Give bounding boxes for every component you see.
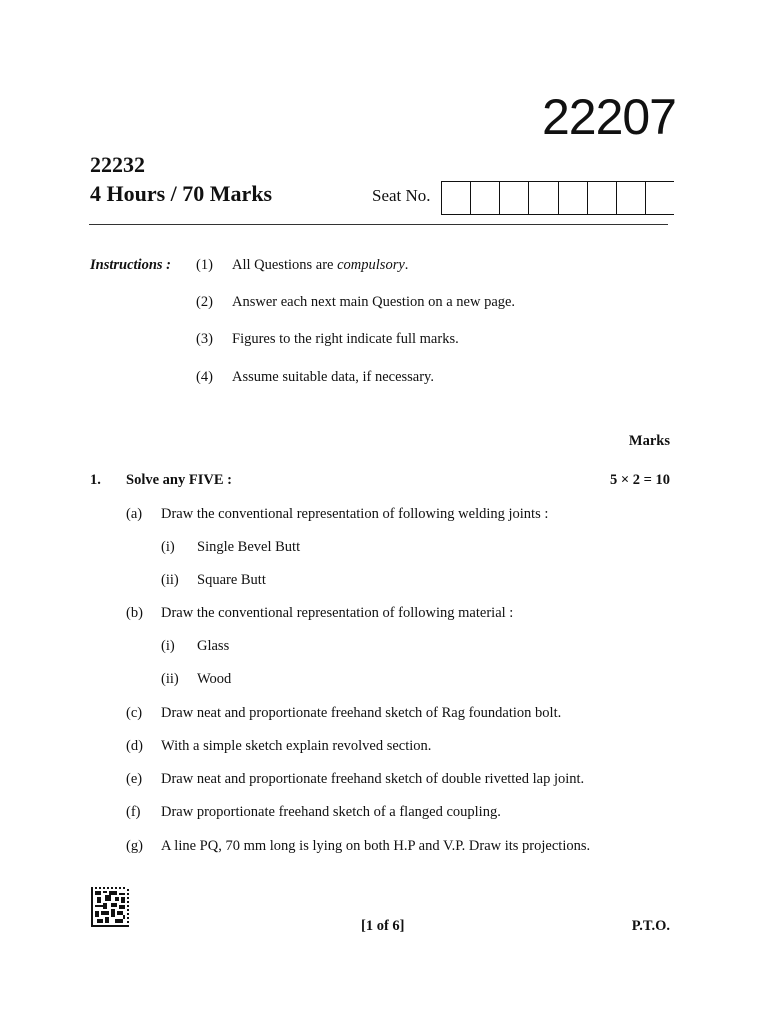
sub-item-label: (ii) (161, 572, 179, 588)
seat-number-boxes[interactable] (441, 181, 674, 215)
paper-code: 22232 (90, 152, 145, 177)
big-paper-code: 22207 (541, 89, 676, 145)
sub-item-text: Wood (197, 671, 232, 687)
page-number: [1 of 6] (361, 918, 405, 934)
header-divider (89, 224, 668, 225)
seat-box[interactable] (470, 182, 499, 214)
question-marks: 5 × 2 = 10 (609, 472, 670, 488)
instruction-text: Answer each next main Question on a new page. (232, 294, 516, 310)
question-title: Solve any FIVE : (126, 472, 232, 488)
item-label: (g) (126, 838, 143, 854)
item-text: Draw neat and proportionate freehand sketch of double rivetted lap joint. (161, 771, 585, 787)
seat-box[interactable] (616, 182, 645, 214)
pto-label: P.T.O. (631, 918, 670, 934)
instruction-text-part: All Questions are (232, 257, 338, 273)
instructions-label: Instructions : (90, 257, 171, 273)
item-text: Draw the conventional representation of following welding joints : (161, 506, 549, 522)
item-text: Draw neat and proportionate freehand sketch of Rag foundation bolt. (161, 705, 562, 721)
duration-marks: 4 Hours / 70 Marks (90, 181, 273, 206)
sub-item-label: (i) (161, 539, 175, 555)
sub-item-label: (ii) (161, 671, 179, 687)
item-label: (c) (126, 705, 143, 721)
item-text: Draw the conventional representation of following material : (161, 605, 514, 621)
item-text: A line PQ, 70 mm long is lying on both H.P and V.P. Draw its projections. (161, 838, 591, 854)
seat-box[interactable] (645, 182, 674, 214)
sub-item-label: (i) (161, 638, 175, 654)
sub-item-text: Single Bevel Butt (197, 539, 301, 555)
question-number: 1. (90, 472, 101, 488)
seat-box[interactable] (499, 182, 528, 214)
item-label: (d) (126, 738, 143, 754)
sub-item-text: Glass (197, 638, 230, 654)
seat-box[interactable] (558, 182, 587, 214)
sub-item-text: Square Butt (197, 572, 266, 588)
seat-box[interactable] (528, 182, 557, 214)
item-label: (b) (126, 605, 143, 621)
seat-box[interactable] (587, 182, 616, 214)
seat-box[interactable] (441, 182, 470, 214)
marks-heading: Marks (628, 433, 670, 449)
item-text: Draw proportionate freehand sketch of a flanged coupling. (161, 804, 501, 820)
instruction-text: Figures to the right indicate full marks. (232, 331, 459, 347)
item-label: (a) (126, 506, 143, 522)
seat-no-label: Seat No. (372, 186, 431, 205)
instruction-number: (1) (196, 257, 213, 273)
instruction-number: (4) (196, 369, 213, 385)
instruction-number: (2) (196, 294, 213, 310)
instruction-text-part: . (404, 257, 409, 273)
item-label: (e) (126, 771, 143, 787)
datamatrix-code-icon (91, 887, 129, 927)
instruction-text: Assume suitable data, if necessary. (232, 369, 434, 385)
instruction-number: (3) (196, 331, 213, 347)
item-text: With a simple sketch explain revolved section. (161, 738, 432, 754)
item-label: (f) (126, 804, 141, 820)
instruction-text (232, 257, 408, 274)
instruction-emphasis: compulsory (337, 257, 405, 273)
